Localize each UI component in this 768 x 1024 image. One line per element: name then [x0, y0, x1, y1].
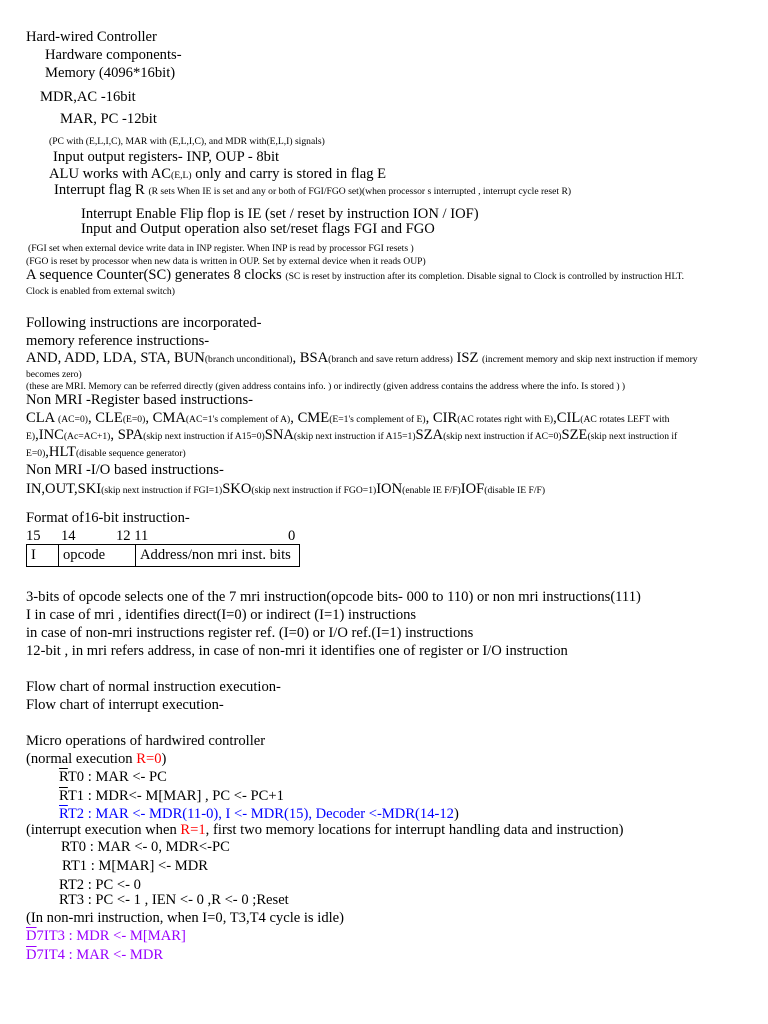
text-line: E),INC(Ac=AC+1), SPA(skip next instruction if A15=0)SNA(skip next instruction if A15=1)SZA(skip next instruction if AC=0)SZE(skip next instruction if — [26, 427, 678, 443]
small-note: (PC with (E,L,I,C), MAR with (E,L,I,C), and MDR with(E,L,I) signals) — [49, 136, 325, 147]
address-cell: Address/non mri inst. bits — [136, 545, 300, 567]
text-line: ALU works with AC(E,L) only and carry is stored in flag E — [49, 166, 387, 182]
bit-label: 0 — [288, 528, 296, 544]
text-line: A sequence Counter(SC) generates 8 clocks (SC is reset by instruction after its completion. Disable signal to Clock is controlled by instruction HLT. — [26, 267, 684, 283]
text-line: E=0),HLT(disable sequence generator) — [26, 444, 186, 460]
text-line: Interrupt Enable Flip flop is IE (set / reset by instruction ION / IOF) — [81, 206, 479, 222]
micro-op-line: $\overline{D}7IT4$ : MAR <- MDR — [26, 947, 164, 963]
text-line: Flow chart of normal instruction execution- — [26, 679, 281, 695]
text-line: Input output registers- INP, OUP - 8bit — [53, 149, 280, 165]
text-line: IN,OUT,SKI(skip next instruction if FGI=1)SKO(skip next instruction if FGO=1)ION(enable IE F/F)IOF(disable IE F/F) — [26, 481, 546, 497]
text-line: (In non-mri instruction, when I=0, T3,T4 cycle is idle) — [26, 910, 345, 926]
section-heading: Micro operations of hardwired controller — [26, 733, 266, 749]
text-line: in case of non-mri instructions register ref. (I=0) or I/O ref.(I=1) instructions — [26, 625, 474, 641]
bit-label: 15 — [26, 528, 41, 544]
micro-op-line: $\overline{R}T0$ : MAR <- PC — [59, 769, 167, 785]
bit-label: 14 — [61, 528, 76, 544]
small-note: Clock is enabled from external switch) — [26, 286, 175, 297]
text-line: Non MRI -I/O based instructions- — [26, 462, 224, 478]
text-line: Input and Output operation also set/reset flags FGI and FGO — [81, 221, 435, 237]
text-line: Memory (4096*16bit) — [45, 65, 176, 81]
text-line: 12-bit , in mri refers address, in case of non-mri it identifies one of register or I/O instruction — [26, 643, 568, 659]
small-note: becomes zero) — [26, 369, 82, 380]
text-line: 3-bits of opcode selects one of the 7 mri instruction(opcode bits- 000 to 110) or non mri instructions(111) — [26, 589, 641, 605]
micro-op-line: RT1 : M[MAR] <- MDR — [62, 858, 209, 874]
text-line: CLA (AC=0), CLE(E=0), CMA(AC=1's complement of A), CME(E=1's complement of E), CIR(AC rotates right with E),CIL(AC rotates LEFT with — [26, 410, 670, 426]
micro-op-line: RT3 : PC <- 1 , IEN <- 0 ,R <- 0 ;Reset — [59, 892, 289, 908]
micro-op-line: $\overline{R}T2$ : MAR <- MDR(11-0), I <- MDR(15), Decoder <-MDR(14-12) — [59, 806, 459, 822]
text-line: Non MRI -Register based instructions- — [26, 392, 253, 408]
micro-op-line: $\overline{R}T1$ : MDR<- M[MAR] , PC <- PC+1 — [59, 788, 284, 804]
instruction-format-table — [26, 544, 300, 567]
small-note: (FGI set when external device write data in INP register. When INP is read by processor FGI resets ) — [28, 243, 414, 254]
text-line: Flow chart of interrupt execution- — [26, 697, 224, 713]
opcode-cell: opcode — [59, 545, 136, 567]
text-line: MAR, PC -12bit — [60, 111, 157, 127]
text-line: memory reference instructions- — [26, 333, 210, 349]
text-line: (normal execution R=0) — [26, 751, 167, 767]
small-note: (these are MRI. Memory can be referred directly (given address contains info. ) or indirectly (given address contains the address where the info. Is stored ) ) — [26, 381, 626, 392]
text-line: Interrupt flag R (R sets When IE is set and any or both of FGI/FGO set)(when processor s interrupted , interrupt cycle reset R) — [54, 182, 572, 198]
text-line: I in case of mri , identifies direct(I=0) or indirect (I=1) instructions — [26, 607, 417, 623]
text-line: Hardware components- — [45, 47, 182, 63]
section-heading: Format of16-bit instruction- — [26, 510, 190, 526]
doc-title: Hard-wired Controller — [26, 29, 157, 45]
text-line: AND, ADD, LDA, STA, BUN(branch unconditional), BSA(branch and save return address) ISZ (increment memory and skip next instruction if memory — [26, 350, 698, 366]
small-note: (FGO is reset by processor when new data is written in OUP. Set by external device when it reads OUP) — [26, 256, 426, 267]
micro-op-line: $\overline{D}7IT3$ : MDR <- M[MAR] — [26, 928, 186, 944]
bit-label: 12 11 — [116, 528, 149, 544]
indirect-bit-cell: I — [27, 545, 59, 567]
section-heading: Following instructions are incorporated- — [26, 315, 262, 331]
text-line: MDR,AC -16bit — [40, 89, 136, 105]
micro-op-line: RT2 : PC <- 0 — [59, 877, 141, 893]
micro-op-line: RT0 : MAR <- 0, MDR<-PC — [61, 839, 230, 855]
text-line: (interrupt execution when R=1, first two memory locations for interrupt handling data and instruction) — [26, 822, 624, 838]
